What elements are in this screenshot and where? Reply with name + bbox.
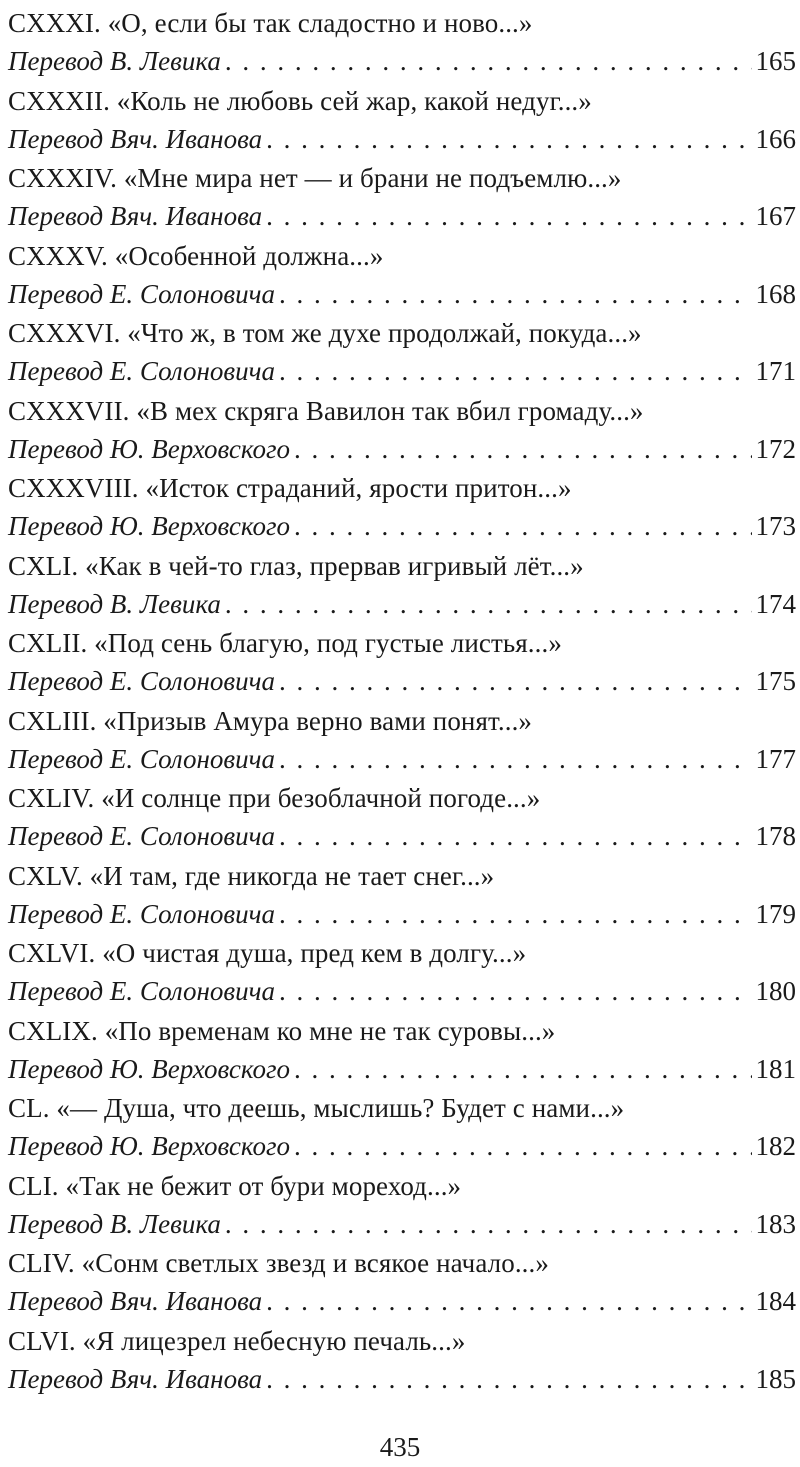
dot-leader xyxy=(279,740,752,778)
dot-leader xyxy=(279,275,752,313)
entry-page: 174 xyxy=(755,588,796,619)
entry-title: CXXXII. «Коль не любовь сей жар, какой недуг...» xyxy=(8,85,592,116)
entry-title: CXXXVI. «Что ж, в том же духе продолжай, покуда...» xyxy=(8,318,642,348)
entry-translator: Перевод Е. Солоновича xyxy=(8,898,275,929)
entry-page: 173 xyxy=(755,511,796,541)
entry-translator: Перевод Вяч. Иванова xyxy=(8,1286,263,1316)
entry-translator: Перевод Е. Солоновича xyxy=(8,356,275,386)
dot-leader xyxy=(266,1360,751,1398)
entry-translator-line xyxy=(8,1282,796,1320)
entry-title: CXXXI. «О, если бы так сладостно и ново...» xyxy=(8,8,533,38)
dot-leader xyxy=(225,585,752,623)
entry-title: CXLVI. «О чистая душа, пред кем в долгу...» xyxy=(8,938,527,968)
entry-translator-line xyxy=(8,662,796,700)
entry-page: 172 xyxy=(755,433,796,464)
toc-entry xyxy=(8,1089,796,1167)
entry-translator: Перевод Ю. Верховского xyxy=(8,1053,290,1084)
toc-entry xyxy=(8,159,796,237)
entry-translator-line xyxy=(8,1205,796,1243)
entry-title: CXLIV. «И солнце при безоблачной погоде...» xyxy=(8,783,541,813)
dot-leader xyxy=(294,430,752,468)
entry-translator: Перевод Ю. Верховского xyxy=(8,1131,290,1161)
entry-translator-line xyxy=(8,120,796,158)
entry-translator: Перевод Е. Солоновича xyxy=(8,743,275,774)
dot-leader xyxy=(279,817,752,855)
dot-leader xyxy=(266,120,751,158)
entry-page: 185 xyxy=(755,1363,796,1394)
entry-translator: Перевод Вяч. Иванова xyxy=(8,201,263,231)
entry-page: 181 xyxy=(755,1053,796,1084)
entry-title: CLI. «Так не бежит от бури мореход...» xyxy=(8,1170,462,1201)
entry-title: CXXXV. «Особенной должна...» xyxy=(8,240,384,271)
entry-translator-line xyxy=(8,197,796,235)
entry-title: CL. «— Душа, что деешь, мыслишь? Будет с нами...» xyxy=(8,1093,625,1123)
entry-translator-line xyxy=(8,817,796,855)
entry-title: CXXXIV. «Мне мира нет — и брани не подъемлю...» xyxy=(8,163,622,193)
dot-leader xyxy=(225,1205,752,1243)
entry-page: 184 xyxy=(755,1286,796,1316)
entry-translator-line xyxy=(8,585,796,623)
entry-page: 182 xyxy=(755,1131,796,1161)
entry-translator-line xyxy=(8,1127,796,1165)
entry-page: 167 xyxy=(755,201,796,231)
entry-page: 177 xyxy=(755,743,796,774)
entry-title: CXLIII. «Призыв Амура верно вами понят...» xyxy=(8,705,533,736)
dot-leader xyxy=(279,972,752,1010)
entry-page: 165 xyxy=(755,46,796,76)
entry-page: 168 xyxy=(755,278,796,309)
entry-translator-line xyxy=(8,740,796,778)
toc-entry xyxy=(8,702,796,780)
entry-translator: Перевод Вяч. Иванова xyxy=(8,1363,263,1394)
entry-title: CXLV. «И там, где никогда не тает снег...» xyxy=(8,860,495,891)
entry-title: CXLII. «Под сень благую, под густые листья...» xyxy=(8,628,562,658)
table-of-contents xyxy=(8,4,796,1399)
toc-entry xyxy=(8,624,796,702)
toc-entry xyxy=(8,857,796,935)
toc-entry xyxy=(8,1167,796,1245)
entry-page: 179 xyxy=(755,898,796,929)
entry-translator-line xyxy=(8,352,796,390)
toc-entry xyxy=(8,1012,796,1090)
entry-title: CXLIX. «По временам ко мне не так суровы...» xyxy=(8,1015,556,1046)
dot-leader xyxy=(225,42,752,80)
entry-title: CLIV. «Сонм светлых звезд и всякое начало...» xyxy=(8,1248,549,1278)
dot-leader xyxy=(294,507,752,545)
entry-page: 175 xyxy=(755,666,796,696)
toc-entry xyxy=(8,4,796,82)
toc-entry xyxy=(8,934,796,1012)
toc-entry xyxy=(8,237,796,315)
entry-translator: Перевод В. Левика xyxy=(8,588,221,619)
entry-translator: Перевод В. Левика xyxy=(8,1208,221,1239)
toc-entry xyxy=(8,1244,796,1322)
toc-entry xyxy=(8,779,796,857)
entry-translator: Перевод Ю. Верховского xyxy=(8,433,290,464)
entry-title: CLVI. «Я лицезрел небесную печаль...» xyxy=(8,1325,466,1356)
toc-entry xyxy=(8,469,796,547)
entry-translator-line xyxy=(8,1050,796,1088)
toc-entry xyxy=(8,1322,796,1400)
entry-translator: Перевод Вяч. Иванова xyxy=(8,123,263,154)
entry-title: CXXXVIII. «Исток страданий, ярости притон...» xyxy=(8,473,572,503)
toc-entry xyxy=(8,547,796,625)
entry-page: 171 xyxy=(755,356,796,386)
entry-page: 178 xyxy=(755,821,796,851)
dot-leader xyxy=(294,1127,752,1165)
dot-leader xyxy=(279,895,752,933)
dot-leader xyxy=(279,352,752,390)
entry-translator: Перевод Е. Солоновича xyxy=(8,666,275,696)
entry-translator-line xyxy=(8,275,796,313)
entry-translator: Перевод Е. Солоновича xyxy=(8,976,275,1006)
toc-entry xyxy=(8,392,796,470)
toc-entry xyxy=(8,314,796,392)
dot-leader xyxy=(279,662,752,700)
entry-translator: Перевод Е. Солоновича xyxy=(8,278,275,309)
entry-page: 166 xyxy=(755,123,796,154)
toc-entry xyxy=(8,82,796,160)
entry-translator: Перевод Ю. Верховского xyxy=(8,511,290,541)
entry-title: CXLI. «Как в чей-то глаз, прервав игривый лёт...» xyxy=(8,550,584,581)
dot-leader xyxy=(266,1282,751,1320)
entry-translator-line xyxy=(8,430,796,468)
entry-translator: Перевод В. Левика xyxy=(8,46,221,76)
entry-translator-line xyxy=(8,1360,796,1398)
page-number: 435 xyxy=(379,1432,421,1462)
entry-translator-line xyxy=(8,507,796,545)
entry-translator: Перевод Е. Солоновича xyxy=(8,821,275,851)
entry-translator-line xyxy=(8,972,796,1010)
dot-leader xyxy=(294,1050,752,1088)
entry-translator-line xyxy=(8,42,796,80)
entry-page: 180 xyxy=(755,976,796,1006)
entry-title: CXXXVII. «В мех скряга Вавилон так вбил громаду...» xyxy=(8,395,644,426)
entry-page: 183 xyxy=(755,1208,796,1239)
dot-leader xyxy=(266,197,751,235)
entry-translator-line xyxy=(8,895,796,933)
